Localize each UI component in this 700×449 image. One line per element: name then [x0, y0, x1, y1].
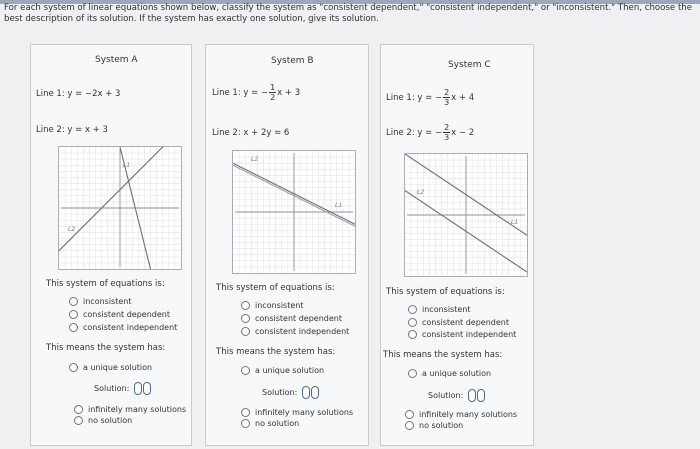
system-b-graph	[232, 150, 356, 274]
system-b-option-independent[interactable]	[241, 327, 349, 336]
system-a-option-none[interactable]	[74, 416, 132, 425]
system-c-line2	[386, 123, 474, 142]
system-b-line1	[212, 83, 300, 102]
line2-equation: x + 2y = 6	[243, 128, 290, 138]
solution-x-field[interactable]	[134, 382, 142, 395]
graph-label-l1: L1	[123, 162, 131, 169]
radio-icon[interactable]	[69, 310, 78, 319]
fraction-numerator: 2	[444, 88, 450, 97]
option-label: infinitely many solutions	[88, 405, 187, 414]
option-label: infinitely many solutions	[419, 410, 518, 419]
line1-equation-start: y = −	[417, 93, 443, 103]
system-b-option-unique[interactable]	[241, 366, 324, 375]
line2-prefix: Line 2:	[36, 125, 68, 135]
line1-fraction	[269, 83, 276, 102]
system-b-means: This means the system has:	[216, 347, 336, 357]
radio-icon[interactable]	[408, 330, 417, 339]
system-c-graph	[404, 153, 528, 277]
radio-icon[interactable]	[241, 327, 250, 336]
solution-x-field[interactable]	[468, 389, 476, 402]
solution-y-field[interactable]	[311, 386, 319, 399]
radio-icon[interactable]	[74, 416, 83, 425]
graph-label-l2: L2	[68, 226, 76, 233]
system-c-solution	[428, 389, 485, 402]
radio-icon[interactable]	[69, 323, 78, 332]
system-b-question: This system of equations is:	[216, 283, 335, 293]
system-a-option-infinite[interactable]	[74, 405, 186, 414]
system-c-means: This means the system has:	[383, 350, 503, 360]
system-c-line1	[386, 88, 474, 107]
line2-prefix: Line 2:	[386, 128, 418, 138]
option-label: inconsistent	[422, 305, 471, 314]
solution-y-field[interactable]	[143, 382, 151, 395]
solution-input[interactable]	[134, 382, 151, 395]
system-a-option-unique[interactable]	[69, 363, 152, 372]
system-b-option-inconsistent[interactable]	[241, 301, 303, 310]
instructions-text: For each system of linear equations shown below, classify the system as "consistent dependent," "consistent independent," or "inconsistent." Then, choose the best description of its solution. If the system has exactly one solution, give its solution.	[4, 3, 693, 24]
radio-icon[interactable]	[405, 421, 414, 430]
line1-fraction	[443, 88, 450, 107]
system-a-option-independent[interactable]	[69, 323, 177, 332]
radio-icon[interactable]	[241, 419, 250, 428]
system-c-question: This system of equations is:	[386, 287, 505, 297]
line2-equation: y = x + 3	[67, 125, 108, 135]
system-a-title: System A	[95, 55, 138, 65]
line2-equation-end: x − 2	[451, 128, 475, 138]
option-label: consistent independent	[255, 327, 350, 336]
option-label: no solution	[419, 421, 464, 430]
system-a-option-dependent[interactable]	[69, 310, 170, 319]
option-label: consistent dependent	[255, 314, 343, 323]
line1-equation-end: x + 4	[451, 93, 475, 103]
line1-equation-start: y = −	[243, 88, 269, 98]
fraction-denominator: 2	[270, 93, 276, 102]
solution-input[interactable]	[302, 386, 319, 399]
system-b-option-dependent[interactable]	[241, 314, 342, 323]
option-label: no solution	[88, 416, 133, 425]
option-label: consistent independent	[83, 323, 178, 332]
line1-equation-end: x + 3	[277, 88, 301, 98]
fraction-numerator: 2	[444, 123, 450, 132]
system-c-option-dependent[interactable]	[408, 318, 509, 327]
line2-prefix: Line 2:	[212, 128, 244, 138]
solution-x-field[interactable]	[302, 386, 310, 399]
solution-label: Solution:	[262, 388, 298, 397]
fraction-denominator: 3	[444, 98, 450, 107]
option-label: a unique solution	[255, 366, 325, 375]
system-b-line2	[212, 128, 289, 138]
line1-prefix: Line 1:	[386, 93, 418, 103]
radio-icon[interactable]	[241, 314, 250, 323]
system-c-option-infinite[interactable]	[405, 410, 517, 419]
option-label: no solution	[255, 419, 300, 428]
line2-equation-start: y = −	[417, 128, 443, 138]
solution-label: Solution:	[428, 391, 464, 400]
system-c-option-inconsistent[interactable]	[408, 305, 470, 314]
system-c-title: System C	[448, 60, 491, 70]
system-a-means: This means the system has:	[46, 343, 166, 353]
graph-label-l2: L2	[417, 189, 425, 196]
radio-icon[interactable]	[408, 318, 417, 327]
option-label: a unique solution	[83, 363, 153, 372]
system-a-solution	[94, 382, 151, 395]
radio-icon[interactable]	[69, 297, 78, 306]
option-label: consistent dependent	[422, 318, 510, 327]
radio-icon[interactable]	[241, 408, 250, 417]
line1-prefix: Line 1:	[212, 88, 244, 98]
radio-icon[interactable]	[74, 405, 83, 414]
system-a-option-inconsistent[interactable]	[69, 297, 131, 306]
fraction-numerator: 1	[270, 83, 276, 92]
system-b-solution	[262, 386, 319, 399]
option-label: inconsistent	[255, 301, 304, 310]
solution-input[interactable]	[468, 389, 485, 402]
system-b-title: System B	[271, 56, 314, 66]
graph-label-l1: L1	[335, 202, 343, 209]
radio-icon[interactable]	[408, 305, 417, 314]
option-label: consistent dependent	[83, 310, 171, 319]
radio-icon[interactable]	[405, 410, 414, 419]
option-label: infinitely many solutions	[255, 408, 354, 417]
system-a-graph	[58, 146, 182, 270]
system-a-question: This system of equations is:	[46, 279, 165, 289]
system-a-line1	[36, 89, 120, 99]
graph-label-l1: L1	[511, 219, 519, 226]
radio-icon[interactable]	[408, 369, 417, 378]
option-label: inconsistent	[83, 297, 132, 306]
system-b-option-none[interactable]	[241, 419, 299, 428]
line2-fraction	[443, 123, 450, 142]
system-c-option-independent[interactable]	[408, 330, 516, 339]
system-a-line2	[36, 125, 108, 135]
system-b-option-infinite[interactable]	[241, 408, 353, 417]
option-label: a unique solution	[422, 369, 492, 378]
system-c-option-unique[interactable]	[408, 369, 491, 378]
line1-equation: y = −2x + 3	[67, 89, 121, 99]
radio-icon[interactable]	[241, 366, 250, 375]
solution-label: Solution:	[94, 384, 130, 393]
radio-icon[interactable]	[69, 363, 78, 372]
radio-icon[interactable]	[241, 301, 250, 310]
option-label: consistent independent	[422, 330, 517, 339]
fraction-denominator: 3	[444, 133, 450, 142]
line1-prefix: Line 1:	[36, 89, 68, 99]
graph-label-l2: L2	[251, 156, 259, 163]
solution-y-field[interactable]	[477, 389, 485, 402]
system-c-option-none[interactable]	[405, 421, 463, 430]
